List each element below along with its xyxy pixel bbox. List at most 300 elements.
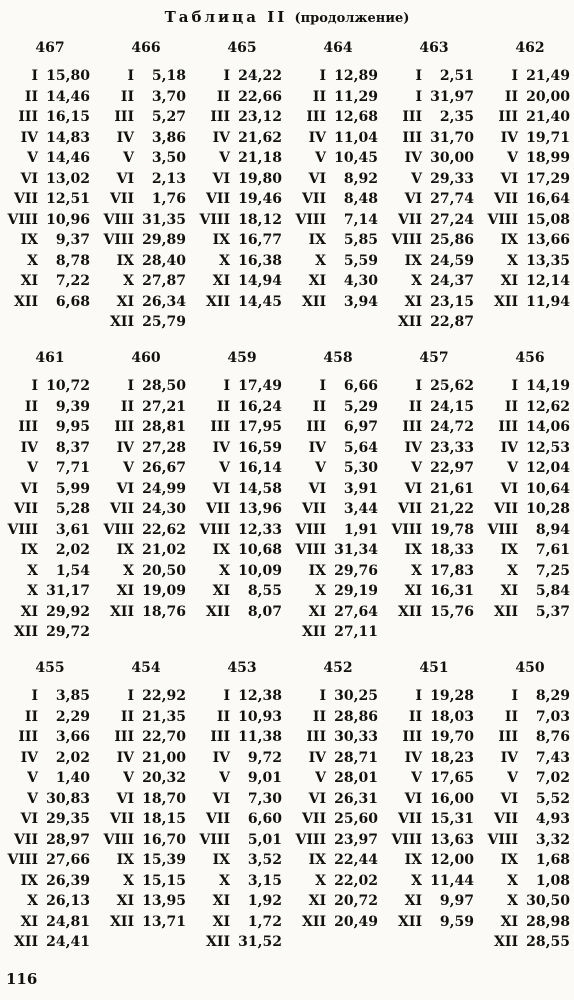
day-value: 21,61 (430, 480, 474, 497)
month-rows (2, 376, 98, 643)
day-value: 5,27 (151, 109, 186, 126)
month-label: V (219, 770, 230, 787)
year-header: 464 (323, 40, 353, 56)
day-value: 14,94 (238, 273, 282, 290)
day-value: 18,70 (142, 790, 186, 807)
month-label: IV (116, 749, 134, 766)
day-value: 29,89 (142, 232, 186, 249)
table-row (194, 602, 290, 623)
month-label: XI (500, 273, 518, 290)
day-value: 29,33 (430, 170, 474, 187)
month-label: VI (500, 480, 518, 497)
table-row (194, 707, 290, 728)
month-rows (482, 66, 574, 312)
day-value: 3,85 (55, 688, 90, 705)
table-row (98, 499, 194, 520)
table-row (98, 540, 194, 561)
month-label: VI (116, 790, 134, 807)
day-value: 16,31 (430, 583, 474, 600)
day-value: 3,61 (55, 521, 90, 538)
month-label: VI (404, 480, 422, 497)
month-label: VII (494, 811, 518, 828)
table-row (98, 602, 194, 623)
month-label: IX (20, 542, 38, 559)
table-row (2, 850, 98, 871)
day-value: 2,51 (439, 68, 474, 85)
day-value: 28,71 (334, 749, 378, 766)
table-row (290, 479, 386, 500)
day-value: 3,44 (343, 501, 378, 518)
table-row (194, 499, 290, 520)
month-label: VIII (295, 521, 326, 538)
month-label: XI (116, 293, 134, 310)
table-row (194, 107, 290, 128)
month-label: X (411, 562, 422, 579)
day-value: 8,92 (343, 170, 378, 187)
day-value: 19,70 (430, 729, 474, 746)
table-row (194, 809, 290, 830)
month-label: XII (110, 314, 134, 331)
table-row (194, 479, 290, 500)
month-label: V (27, 790, 38, 807)
month-label: I (223, 378, 230, 395)
table-row (2, 271, 98, 292)
table-row (98, 312, 194, 333)
day-value: 11,38 (238, 729, 282, 746)
month-label: VIII (199, 521, 230, 538)
month-label: III (114, 109, 134, 126)
day-value: 14,45 (238, 293, 282, 310)
day-value: 9,39 (55, 398, 90, 415)
table-row (290, 830, 386, 851)
month-label: VIII (7, 521, 38, 538)
month-label: VI (404, 790, 422, 807)
table-row (2, 169, 98, 190)
table-row (194, 66, 290, 87)
day-value: 1,92 (247, 893, 282, 910)
table-row (386, 87, 482, 108)
day-value: 5,85 (343, 232, 378, 249)
month-label: III (210, 109, 230, 126)
day-value: 21,18 (238, 150, 282, 167)
day-value: 10,09 (238, 562, 282, 579)
day-value: 13,02 (46, 170, 90, 187)
month-label: XII (302, 913, 326, 930)
day-value: 28,01 (334, 770, 378, 787)
day-value: 28,81 (142, 419, 186, 436)
month-label: X (315, 583, 326, 600)
month-label: VIII (199, 831, 230, 848)
day-value: 13,35 (526, 252, 570, 269)
day-value: 30,83 (46, 790, 90, 807)
month-label: X (123, 562, 134, 579)
day-value: 21,22 (430, 501, 474, 518)
table-row (98, 891, 194, 912)
month-label: XII (302, 624, 326, 641)
table-row (482, 850, 574, 871)
month-label: V (219, 150, 230, 167)
month-label: XI (212, 583, 230, 600)
month-label: III (402, 109, 422, 126)
year-header: 453 (227, 660, 257, 676)
table-row (482, 251, 574, 272)
table-row (290, 251, 386, 272)
table-title-sub: (продолжение) (294, 11, 410, 26)
day-value: 25,79 (142, 314, 186, 331)
day-value: 12,38 (238, 688, 282, 705)
month-label: VI (212, 480, 230, 497)
day-value: 26,31 (334, 790, 378, 807)
day-value: 27,28 (142, 439, 186, 456)
table-row (2, 768, 98, 789)
month-label: IX (308, 852, 326, 869)
day-value: 28,86 (334, 708, 378, 725)
table-row (98, 87, 194, 108)
table-row (290, 520, 386, 541)
month-label: VIII (103, 521, 134, 538)
table-row (2, 581, 98, 602)
month-label: VII (494, 501, 518, 518)
table-row (98, 251, 194, 272)
day-value: 24,37 (430, 273, 474, 290)
day-value: 25,62 (430, 378, 474, 395)
table-row (386, 520, 482, 541)
month-label: II (504, 88, 518, 105)
month-label: VII (398, 811, 422, 828)
day-value: 20,00 (526, 88, 570, 105)
day-value: 10,68 (238, 542, 282, 559)
day-value: 27,87 (142, 273, 186, 290)
table-row (194, 871, 290, 892)
month-label: II (312, 708, 326, 725)
month-label: IV (308, 749, 326, 766)
table-row (2, 871, 98, 892)
month-label: XII (206, 603, 230, 620)
day-value: 7,25 (535, 562, 570, 579)
month-label: VII (110, 811, 134, 828)
table-row (290, 561, 386, 582)
month-label: XI (308, 603, 326, 620)
month-label: IX (404, 542, 422, 559)
month-label: X (411, 273, 422, 290)
month-label: VI (20, 811, 38, 828)
day-value: 31,70 (430, 129, 474, 146)
day-value: 17,65 (430, 770, 474, 787)
month-label: I (511, 68, 518, 85)
table-row (386, 66, 482, 87)
table-row (482, 376, 574, 397)
day-value: 13,71 (142, 913, 186, 930)
month-label: I (415, 378, 422, 395)
month-label: I (31, 378, 38, 395)
table-row (194, 458, 290, 479)
day-value: 3,52 (247, 852, 282, 869)
table-row (2, 210, 98, 231)
month-label: X (219, 252, 230, 269)
day-value: 2,02 (55, 749, 90, 766)
table-row (2, 540, 98, 561)
table-row (2, 189, 98, 210)
month-label: IX (404, 252, 422, 269)
month-label: I (511, 688, 518, 705)
table-row (482, 748, 574, 769)
month-label: XI (212, 273, 230, 290)
table-row (98, 727, 194, 748)
month-label: XII (494, 934, 518, 951)
table-row (386, 148, 482, 169)
month-label: III (114, 419, 134, 436)
month-label: IX (20, 872, 38, 889)
table-row (98, 912, 194, 933)
month-label: III (114, 729, 134, 746)
month-label: IV (404, 749, 422, 766)
month-label: IV (500, 129, 518, 146)
day-value: 31,52 (238, 934, 282, 951)
table-row (194, 87, 290, 108)
month-label: V (315, 460, 326, 477)
table-row (482, 871, 574, 892)
month-label: VII (398, 501, 422, 518)
day-value: 8,37 (55, 439, 90, 456)
table-row (194, 251, 290, 272)
month-label: IX (116, 542, 134, 559)
table-row (194, 417, 290, 438)
month-label: V (507, 150, 518, 167)
month-label: I (415, 68, 422, 85)
month-label: V (27, 460, 38, 477)
day-value: 8,78 (55, 252, 90, 269)
day-value: 15,76 (430, 603, 474, 620)
table-row (386, 376, 482, 397)
month-label: IV (404, 439, 422, 456)
month-label: IV (212, 439, 230, 456)
day-value: 10,28 (526, 501, 570, 518)
month-label: III (402, 419, 422, 436)
day-value: 10,45 (334, 150, 378, 167)
year-header: 450 (515, 660, 545, 676)
table-row (386, 107, 482, 128)
month-label: XI (404, 893, 422, 910)
month-label: XI (116, 893, 134, 910)
day-value: 29,72 (46, 624, 90, 641)
table-row (98, 66, 194, 87)
month-label: IV (212, 749, 230, 766)
day-value: 9,97 (439, 893, 474, 910)
table-row (194, 397, 290, 418)
table-row (194, 748, 290, 769)
day-value: 31,97 (430, 88, 474, 105)
table-row (290, 148, 386, 169)
day-value: 3,66 (55, 729, 90, 746)
day-value: 11,04 (334, 129, 378, 146)
table-row (290, 809, 386, 830)
day-value: 24,72 (430, 419, 474, 436)
month-rows (194, 376, 290, 622)
month-label: X (27, 893, 38, 910)
month-label: VI (404, 191, 422, 208)
month-label: XII (110, 603, 134, 620)
month-label: XII (206, 934, 230, 951)
month-label: III (306, 729, 326, 746)
table-row (386, 271, 482, 292)
table-row (2, 438, 98, 459)
month-label: IV (20, 439, 38, 456)
day-value: 24,99 (142, 480, 186, 497)
month-label: VIII (487, 521, 518, 538)
table-row (98, 230, 194, 251)
day-value: 31,34 (334, 542, 378, 559)
day-value: 5,37 (535, 603, 570, 620)
day-value: 14,46 (46, 88, 90, 105)
table-row (98, 271, 194, 292)
month-label: VIII (7, 211, 38, 228)
day-value: 26,13 (46, 893, 90, 910)
month-rows (98, 66, 194, 333)
table-row (2, 292, 98, 313)
table-row (194, 128, 290, 149)
day-value: 1,68 (535, 852, 570, 869)
table-row (290, 210, 386, 231)
month-label: XI (20, 273, 38, 290)
month-label: VIII (487, 831, 518, 848)
day-value: 27,74 (430, 191, 474, 208)
table-row (98, 768, 194, 789)
table-row (2, 912, 98, 933)
day-value: 16,00 (430, 790, 474, 807)
day-value: 16,77 (238, 232, 282, 249)
month-label: IV (500, 439, 518, 456)
day-value: 6,68 (55, 293, 90, 310)
table-row (290, 189, 386, 210)
table-row (386, 686, 482, 707)
month-label: XI (308, 273, 326, 290)
table-row (482, 809, 574, 830)
table-row (98, 438, 194, 459)
day-value: 21,35 (142, 708, 186, 725)
table-row (386, 438, 482, 459)
table-row (2, 686, 98, 707)
day-value: 31,17 (46, 583, 90, 600)
day-value: 13,95 (142, 893, 186, 910)
month-label: V (219, 460, 230, 477)
table-row (386, 830, 482, 851)
table-row (386, 210, 482, 231)
month-label: VIII (103, 831, 134, 848)
month-label: V (315, 150, 326, 167)
day-value: 8,55 (247, 583, 282, 600)
table-row (194, 271, 290, 292)
day-value: 21,00 (142, 749, 186, 766)
day-value: 26,67 (142, 460, 186, 477)
month-label: III (306, 109, 326, 126)
day-value: 20,32 (142, 770, 186, 787)
year-header: 462 (515, 40, 545, 56)
table-row (386, 292, 482, 313)
month-label: IV (500, 749, 518, 766)
table-row (482, 169, 574, 190)
table-row (482, 210, 574, 231)
table-row (482, 686, 574, 707)
month-label: I (127, 68, 134, 85)
month-label: X (507, 872, 518, 889)
table-row (386, 748, 482, 769)
table-row (2, 230, 98, 251)
day-value: 28,40 (142, 252, 186, 269)
day-value: 7,61 (535, 542, 570, 559)
table-row (482, 479, 574, 500)
month-label: VI (212, 170, 230, 187)
month-label: VII (110, 501, 134, 518)
table-row (98, 148, 194, 169)
day-value: 1,91 (343, 521, 378, 538)
table-row (482, 458, 574, 479)
day-value: 5,84 (535, 583, 570, 600)
day-value: 7,14 (343, 211, 378, 228)
day-value: 21,49 (526, 68, 570, 85)
month-label: VIII (103, 232, 134, 249)
day-value: 4,30 (343, 273, 378, 290)
table-row (482, 230, 574, 251)
table-row (2, 622, 98, 643)
year-header: 456 (515, 350, 545, 366)
table-row (98, 210, 194, 231)
month-label: VII (110, 191, 134, 208)
day-value: 21,62 (238, 129, 282, 146)
day-value: 12,53 (526, 439, 570, 456)
day-value: 19,46 (238, 191, 282, 208)
day-value: 16,38 (238, 252, 282, 269)
table-title (0, 8, 574, 26)
month-label: X (27, 562, 38, 579)
day-value: 18,23 (430, 749, 474, 766)
table-row (98, 479, 194, 500)
day-value: 16,24 (238, 398, 282, 415)
table-row (386, 479, 482, 500)
month-label: XI (20, 603, 38, 620)
day-value: 15,15 (142, 872, 186, 889)
table-row (2, 417, 98, 438)
month-label: IX (500, 542, 518, 559)
day-value: 16,59 (238, 439, 282, 456)
day-value: 29,35 (46, 811, 90, 828)
day-value: 9,37 (55, 232, 90, 249)
table-row (194, 789, 290, 810)
table-row (2, 727, 98, 748)
day-value: 23,33 (430, 439, 474, 456)
day-value: 19,78 (430, 521, 474, 538)
month-label: XII (110, 913, 134, 930)
table-row (98, 376, 194, 397)
table-row (2, 397, 98, 418)
day-value: 22,66 (238, 88, 282, 105)
day-value: 13,66 (526, 232, 570, 249)
table-row (98, 686, 194, 707)
month-label: IV (20, 129, 38, 146)
month-label: I (319, 68, 326, 85)
table-row (290, 768, 386, 789)
day-value: 3,32 (535, 831, 570, 848)
table-row (2, 809, 98, 830)
month-rows (386, 686, 482, 932)
table-row (482, 561, 574, 582)
table-row (290, 271, 386, 292)
table-row (98, 520, 194, 541)
table-row (2, 561, 98, 582)
month-label: IV (116, 439, 134, 456)
month-label: III (210, 419, 230, 436)
table-row (98, 748, 194, 769)
table-row (194, 540, 290, 561)
